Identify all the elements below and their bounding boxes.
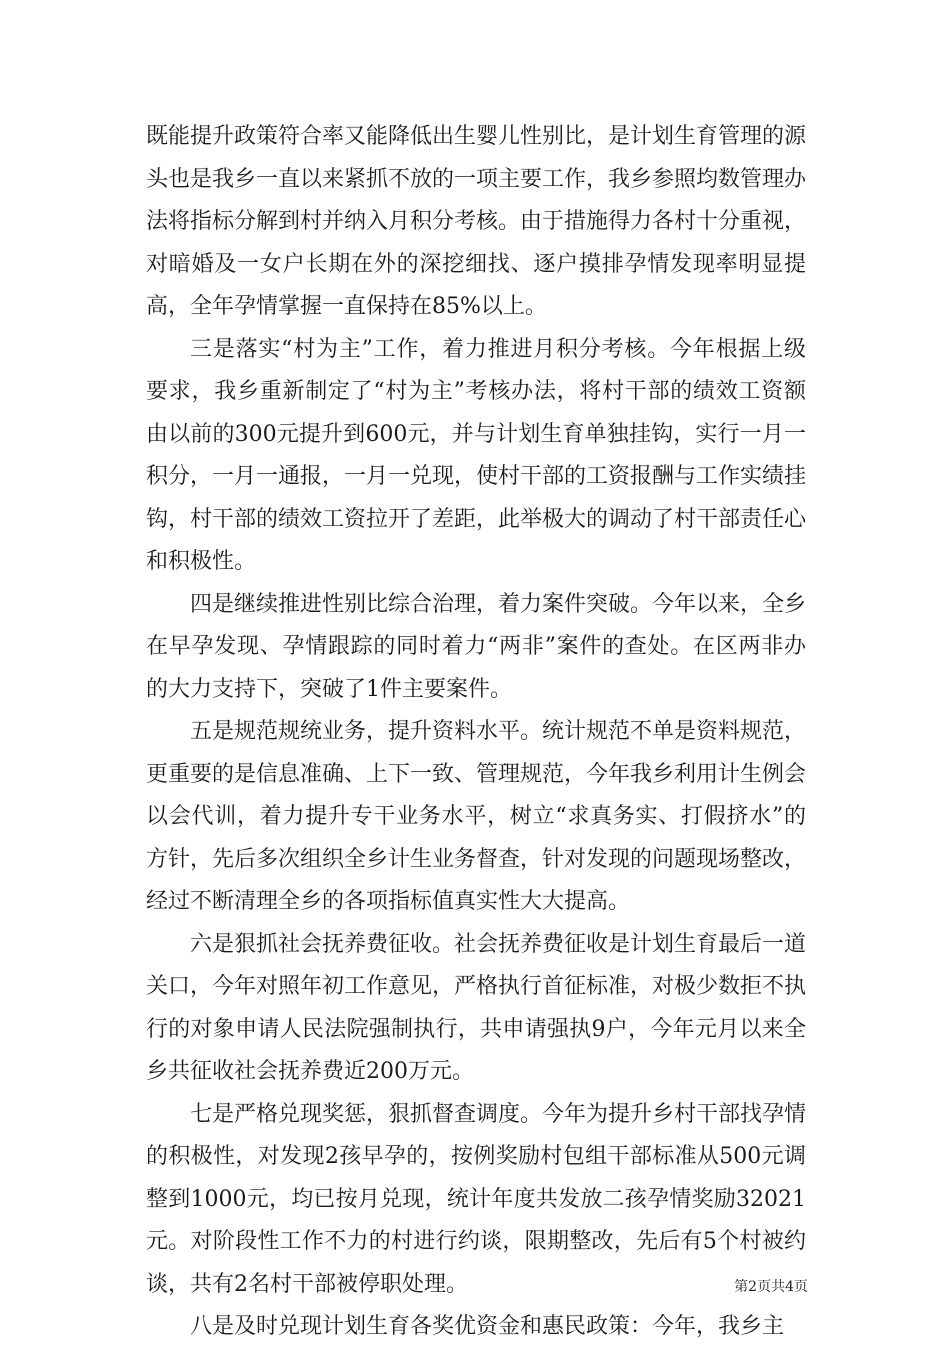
paragraph-3: 四是继续推进性别比综合治理，着力案件突破。今年以来，全乡在早孕发现、孕情跟踪的同时着力“两非”案件的查处。在区两非办的大力支持下，突破了1件主要案件。	[146, 591, 807, 702]
page-number: 第2页共4页	[734, 1279, 808, 1295]
paragraph-2: 三是落实“村为主”工作，着力推进月积分考核。今年根据上级要求，我乡重新制定了“村为主”考核办法，将村干部的绩效工资额由以前的300元提升到600元，并与计划生育单独挂钩，实行一月一积分，一月一通报，一月一兑现，使村干部的工资报酬与工作实绩挂钩，村干部的绩效工资拉开了差距，此举极大的调动了村干部责任心和积极性。	[146, 336, 807, 574]
body-text	[146, 116, 806, 1349]
paragraph-1: 既能提升政策符合率又能降低出生婴儿性别比，是计划生育管理的源头也是我乡一直以来紧抓不放的一项主要工作，我乡参照均数管理办法将指标分解到村并纳入月积分考核。由于措施得力各村十分重视，对暗婚及一女户长期在外的深挖细找、逐户摸排孕情发现率明显提高，全年孕情掌握一直保持在85%以上。	[146, 124, 807, 319]
paragraph-5: 六是狠抓社会抚养费征收。社会抚养费征收是计划生育最后一道关口，今年对照年初工作意见，严格执行首征标准，对极少数拒不执行的对象申请人民法院强制执行，共申请强执9户，今年元月以来全乡共征收社会抚养费近200万元。	[146, 931, 807, 1084]
paragraph-6: 七是严格兑现奖惩，狠抓督查调度。今年为提升乡村干部找孕情的积极性，对发现2孩早孕的，按例奖励村包组干部标准从500元调整到1000元，均已按月兑现，统计年度共发放二孩孕情奖励32021元。对阶段性工作不力的村进行约谈，限期整改，先后有5个村被约谈，共有2名村干部被停职处理。	[146, 1101, 807, 1297]
paragraph-7: 八是及时兑现计划生育各奖优资金和惠民政策：今年，我乡主	[190, 1314, 785, 1339]
paragraph-4: 五是规范规统业务，提升资料水平。统计规范不单是资料规范，更重要的是信息准确、上下一致、管理规范，今年我乡利用计生例会以会代训，着力提升专干业务水平，树立“求真务实、打假挤水”的方针，先后多次组织全乡计生业务督查，针对发现的问题现场整改，经过不断清理全乡的各项指标值真实性大大提高。	[146, 719, 807, 914]
